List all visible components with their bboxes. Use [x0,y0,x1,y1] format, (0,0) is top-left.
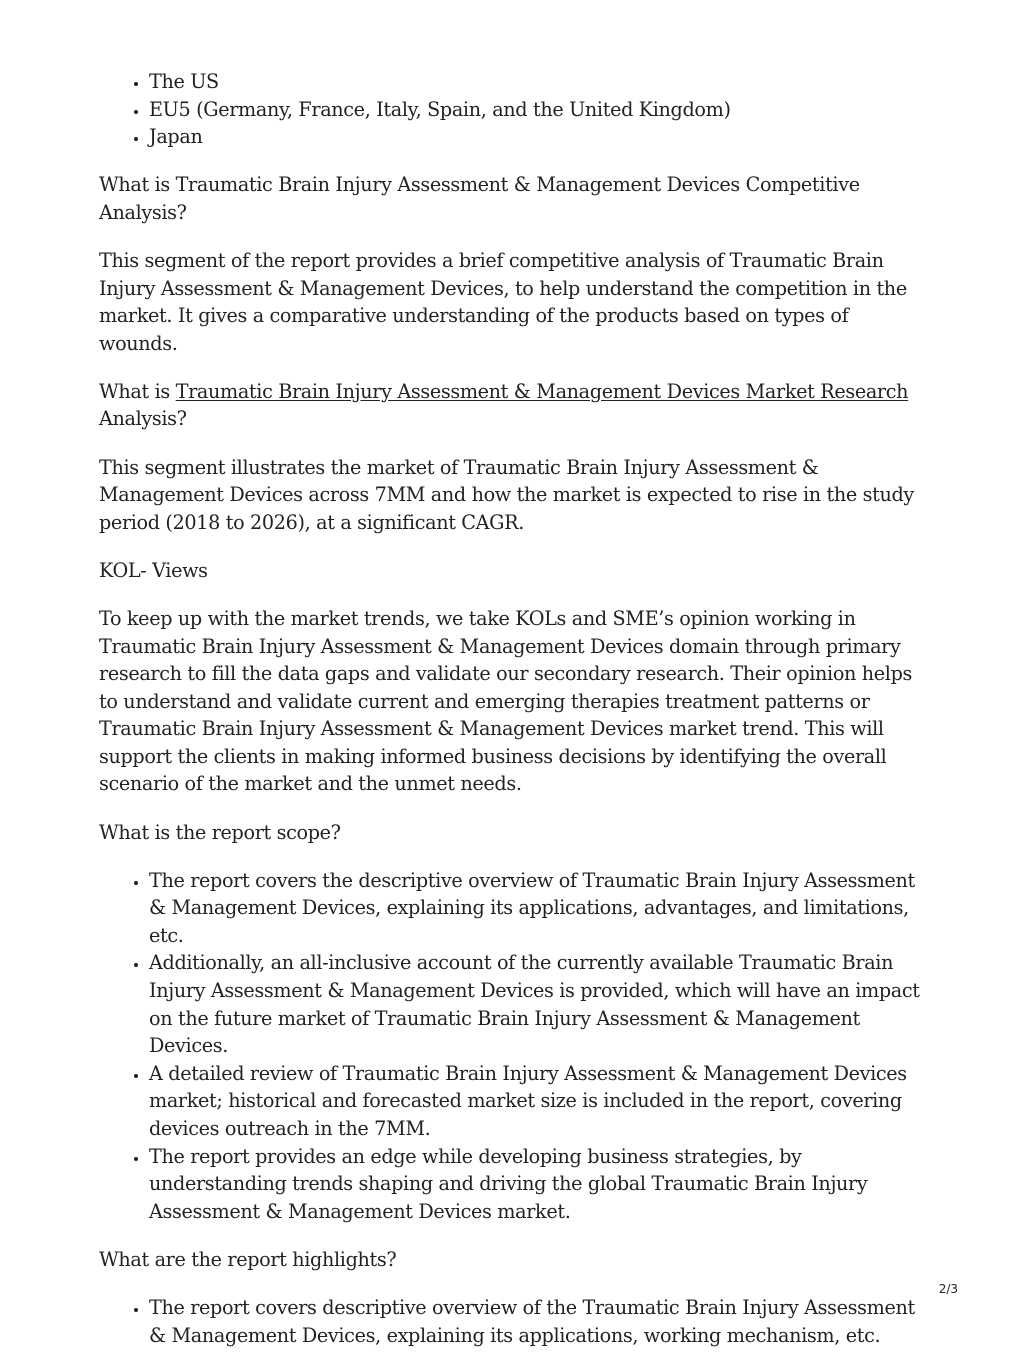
list-item: • Additionally, an all-inclusive account of the currently available Traumatic Brain Injury Assessment & Management Devices is provided, which will have an impact on the future market of Traumatic Brain Injury Assessment & Management Devices. [149,949,925,1059]
scope-list [99,867,925,1226]
market-research-link[interactable]: Traumatic Brain Injury Assessment & Management Devices Market Research [175,379,909,403]
kol-body: To keep up with the market trends, we take KOLs and SME’s opinion working in Traumatic Brain Injury Assessment & Management Devices domain through primary research to fill the data gaps and validate our secondary research. Their opinion helps to understand and validate current and emerging therapies treatment patterns or Traumatic Brain Injury Assessment & Management Devices market trend. This will support the clients in making informed business decisions by identifying the overall scenario of the market and the unmet needs. [99,606,913,796]
highlights-list [99,1294,925,1349]
competitive-body: This segment of the report provides a brief competitive analysis of Traumatic Brain Injury Assessment & Management Devices, to help understand the competition in the market. It gives a comparative understanding of the products based on types of wounds. [99,248,907,355]
kol-heading: KOL- Views [99,558,208,582]
list-item: • Japan [149,123,925,151]
list-item: • The US [149,68,925,96]
list-item: • EU5 (Germany, France, Italy, Spain, and the United Kingdom) [149,96,925,124]
regions-list [99,68,925,151]
list-item: • A detailed review of Traumatic Brain Injury Assessment & Management Devices market; historical and forecasted market size is included in the report, covering devices outreach in the 7MM. [149,1060,925,1143]
scope-question: What is the report scope? [99,820,341,844]
list-item: • The report covers descriptive overview of the Traumatic Brain Injury Assessment & Management Devices, explaining its applications, working mechanism, etc. [149,1294,925,1349]
competitive-question: What is Traumatic Brain Injury Assessment & Management Devices Competitive Analysis? [99,173,860,224]
highlights-question: What are the report highlights? [99,1247,397,1271]
list-item: • The report covers the descriptive overview of Traumatic Brain Injury Assessment & Management Devices, explaining its applications, advantages, and limitations, etc. [149,867,925,950]
page-number: 2/3 [938,1282,958,1296]
market-research-body: This segment illustrates the market of Traumatic Brain Injury Assessment & Management Devices across 7MM and how the market is expected to rise in the study period (2018 to 2026), at a significant CAGR. [99,455,914,534]
list-item: • The report provides an edge while developing business strategies, by understanding trends shaping and driving the global Traumatic Brain Injury Assessment & Management Devices market. [149,1143,925,1226]
document-page [99,68,925,1370]
question-suffix: Analysis? [99,407,187,431]
market-research-question [99,378,925,433]
question-prefix: What is [99,379,176,403]
